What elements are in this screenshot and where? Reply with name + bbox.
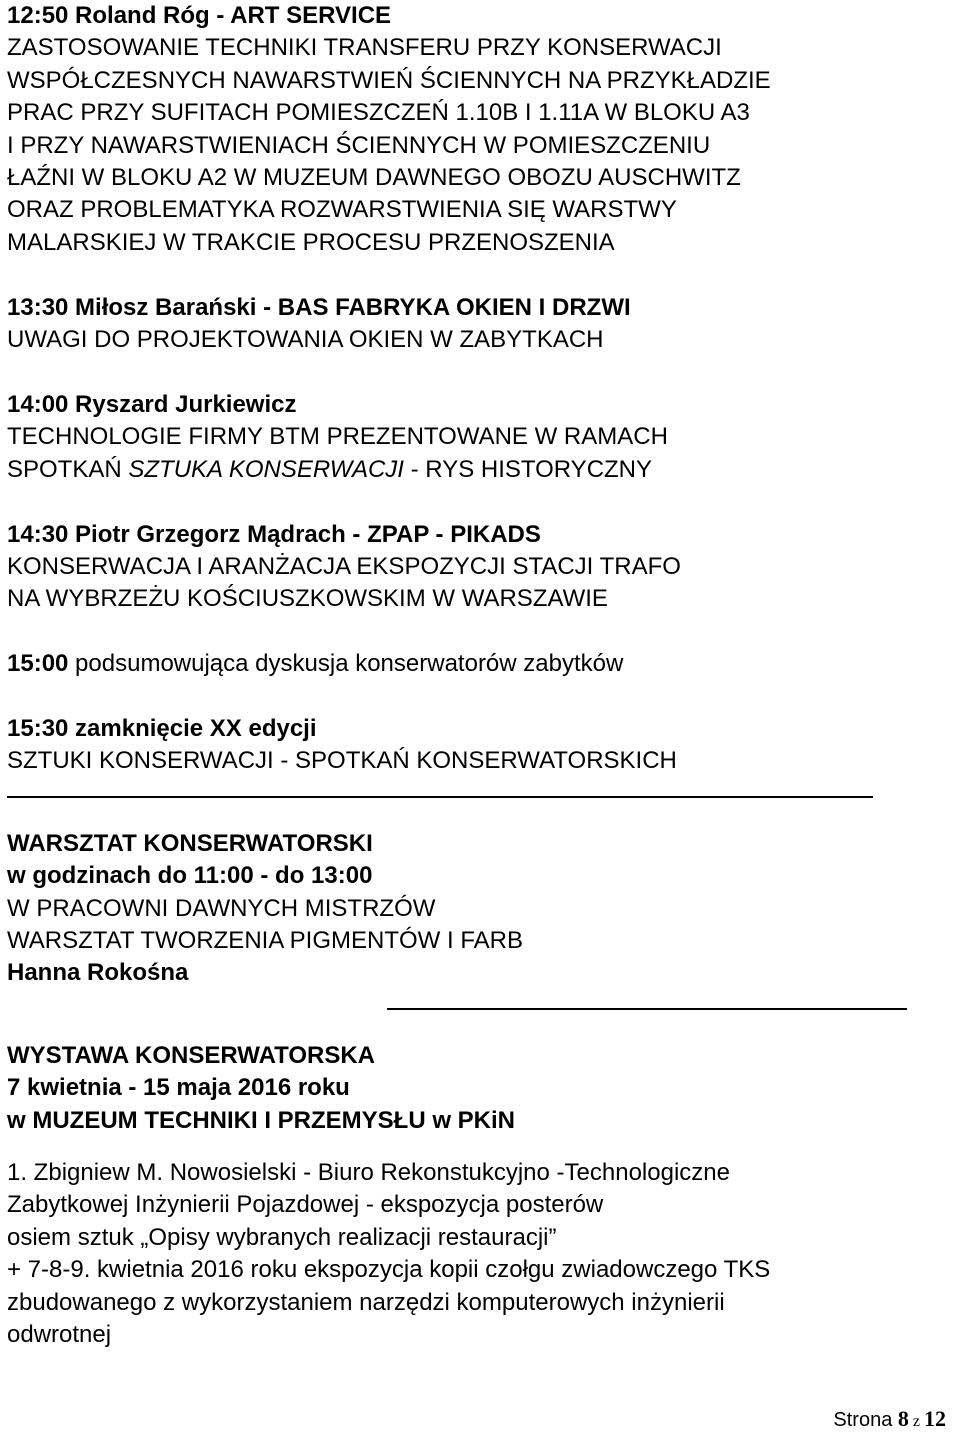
workshop-person: Hanna Rokośna [7, 959, 189, 987]
session-text-line [7, 454, 953, 486]
session-1400 [7, 389, 953, 486]
session-1530 [7, 713, 953, 778]
session-text-line: ZASTOSOWANIE TECHNIKI TRANSFERU PRZY KONSERWACJI [7, 34, 722, 62]
footer-of: z [908, 1413, 924, 1430]
session-1500 [7, 648, 953, 680]
session-text-line: TECHNOLOGIE FIRMY BTM PREZENTOWANE W RAMACH [7, 423, 668, 451]
footer-page-number: 8 [897, 1406, 909, 1431]
italic-title: SZTUKA KONSERWACJI [128, 455, 404, 483]
exhibition-venue: w MUZEUM TECHNIKI I PRZEMYSŁU w PKiN [7, 1106, 516, 1134]
exhibition-dates: 7 kwietnia - 15 maja 2016 roku [7, 1074, 350, 1102]
exhibition-item-line: Zabytkowej Inżynierii Pojazdowej - ekspozycja posterów [7, 1191, 604, 1219]
footer-page-total: 12 [924, 1406, 946, 1431]
session-text-line: UWAGI DO PROJEKTOWANIA OKIEN W ZABYTKACH [7, 326, 604, 354]
exhibition-item-line: + 7-8-9. kwietnia 2016 roku ekspozycja kopii czołgu zwiadowczego TKS [7, 1256, 771, 1284]
exhibition-item-line: 1. Zbigniew M. Nowosielski - Biuro Rekonstukcyjno -Technologiczne [7, 1159, 730, 1186]
session-text-line: ŁAŹNI W BLOKU A2 W MUZEUM DAWNEGO OBOZU AUSCHWITZ [7, 164, 741, 192]
session-text-line: MALARSKIEJ W TRAKCIE PROCESU PRZENOSZENIA [7, 228, 615, 256]
session-text-line: NA WYBRZEŻU KOŚCIUSZKOWSKIM W WARSZAWIE [7, 585, 608, 613]
text-fragment: SPOTKAŃ [7, 455, 129, 483]
workshop-place: W PRACOWNI DAWNYCH MISTRZÓW [7, 894, 436, 922]
exhibition-title: WYSTAWA KONSERWATORSKA [7, 1041, 376, 1069]
exhibition-item-line: zbudowanego z wykorzystaniem narzędzi komputerowych inżynierii [7, 1288, 725, 1316]
session-heading: 12:50 Roland Róg - ART SERVICE [7, 2, 392, 29]
session-text: podsumowująca dyskusja konserwatorów zabytków [68, 650, 624, 678]
session-heading: 14:30 Piotr Grzegorz Mądrach - ZPAP - PIKADS [7, 520, 541, 548]
session-heading: 14:00 Ryszard Jurkiewicz [7, 390, 297, 418]
page-footer [833, 1406, 946, 1432]
session-1330 [7, 292, 953, 357]
text-fragment: - RYS HISTORYCZNY [403, 455, 653, 483]
session-heading: 15:30 zamknięcie XX edycji [7, 714, 317, 742]
workshop-title: WARSZTAT KONSERWATORSKI [7, 829, 373, 857]
session-1250 [7, 0, 953, 259]
session-heading: 13:30 Miłosz Barański - BAS FABRYKA OKIEN I DRZWI [7, 293, 631, 321]
session-time: 15:00 [7, 650, 69, 678]
session-1430 [7, 519, 953, 616]
session-text-line: PRAC PRZY SUFITACH POMIESZCZEŃ 1.10B I 1.11A W BLOKU A3 [7, 99, 750, 127]
document-page [7, 0, 953, 1351]
workshop-hours: w godzinach do 11:00 - do 13:00 [7, 862, 373, 890]
workshop-name: WARSZTAT TWORZENIA PIGMENTÓW I FARB [7, 926, 524, 954]
session-text-line: ORAZ PROBLEMATYKA ROZWARSTWIENIA SIĘ WARSTWY [7, 196, 677, 224]
session-text-line: KONSERWACJA I ARANŻACJA EKSPOZYCJI STACJI TRAFO [7, 552, 681, 580]
session-text-line: I PRZY NAWARSTWIENIACH ŚCIENNYCH W POMIESZCZENIU [7, 131, 711, 159]
exhibition-section [7, 1040, 953, 1352]
workshop-section [7, 828, 953, 990]
session-text-line: SZTUKI KONSERWACJI - SPOTKAŃ KONSERWATORSKICH [7, 747, 677, 775]
session-text-line: WSPÓŁCZESNYCH NAWARSTWIEŃ ŚCIENNYCH NA PRZYKŁADZIE [7, 66, 771, 94]
footer-label: Strona [833, 1409, 898, 1431]
exhibition-item-line: odwrotnej [7, 1321, 112, 1349]
exhibition-item-line: osiem sztuk „Opisy wybranych realizacji restauracji” [7, 1223, 557, 1251]
